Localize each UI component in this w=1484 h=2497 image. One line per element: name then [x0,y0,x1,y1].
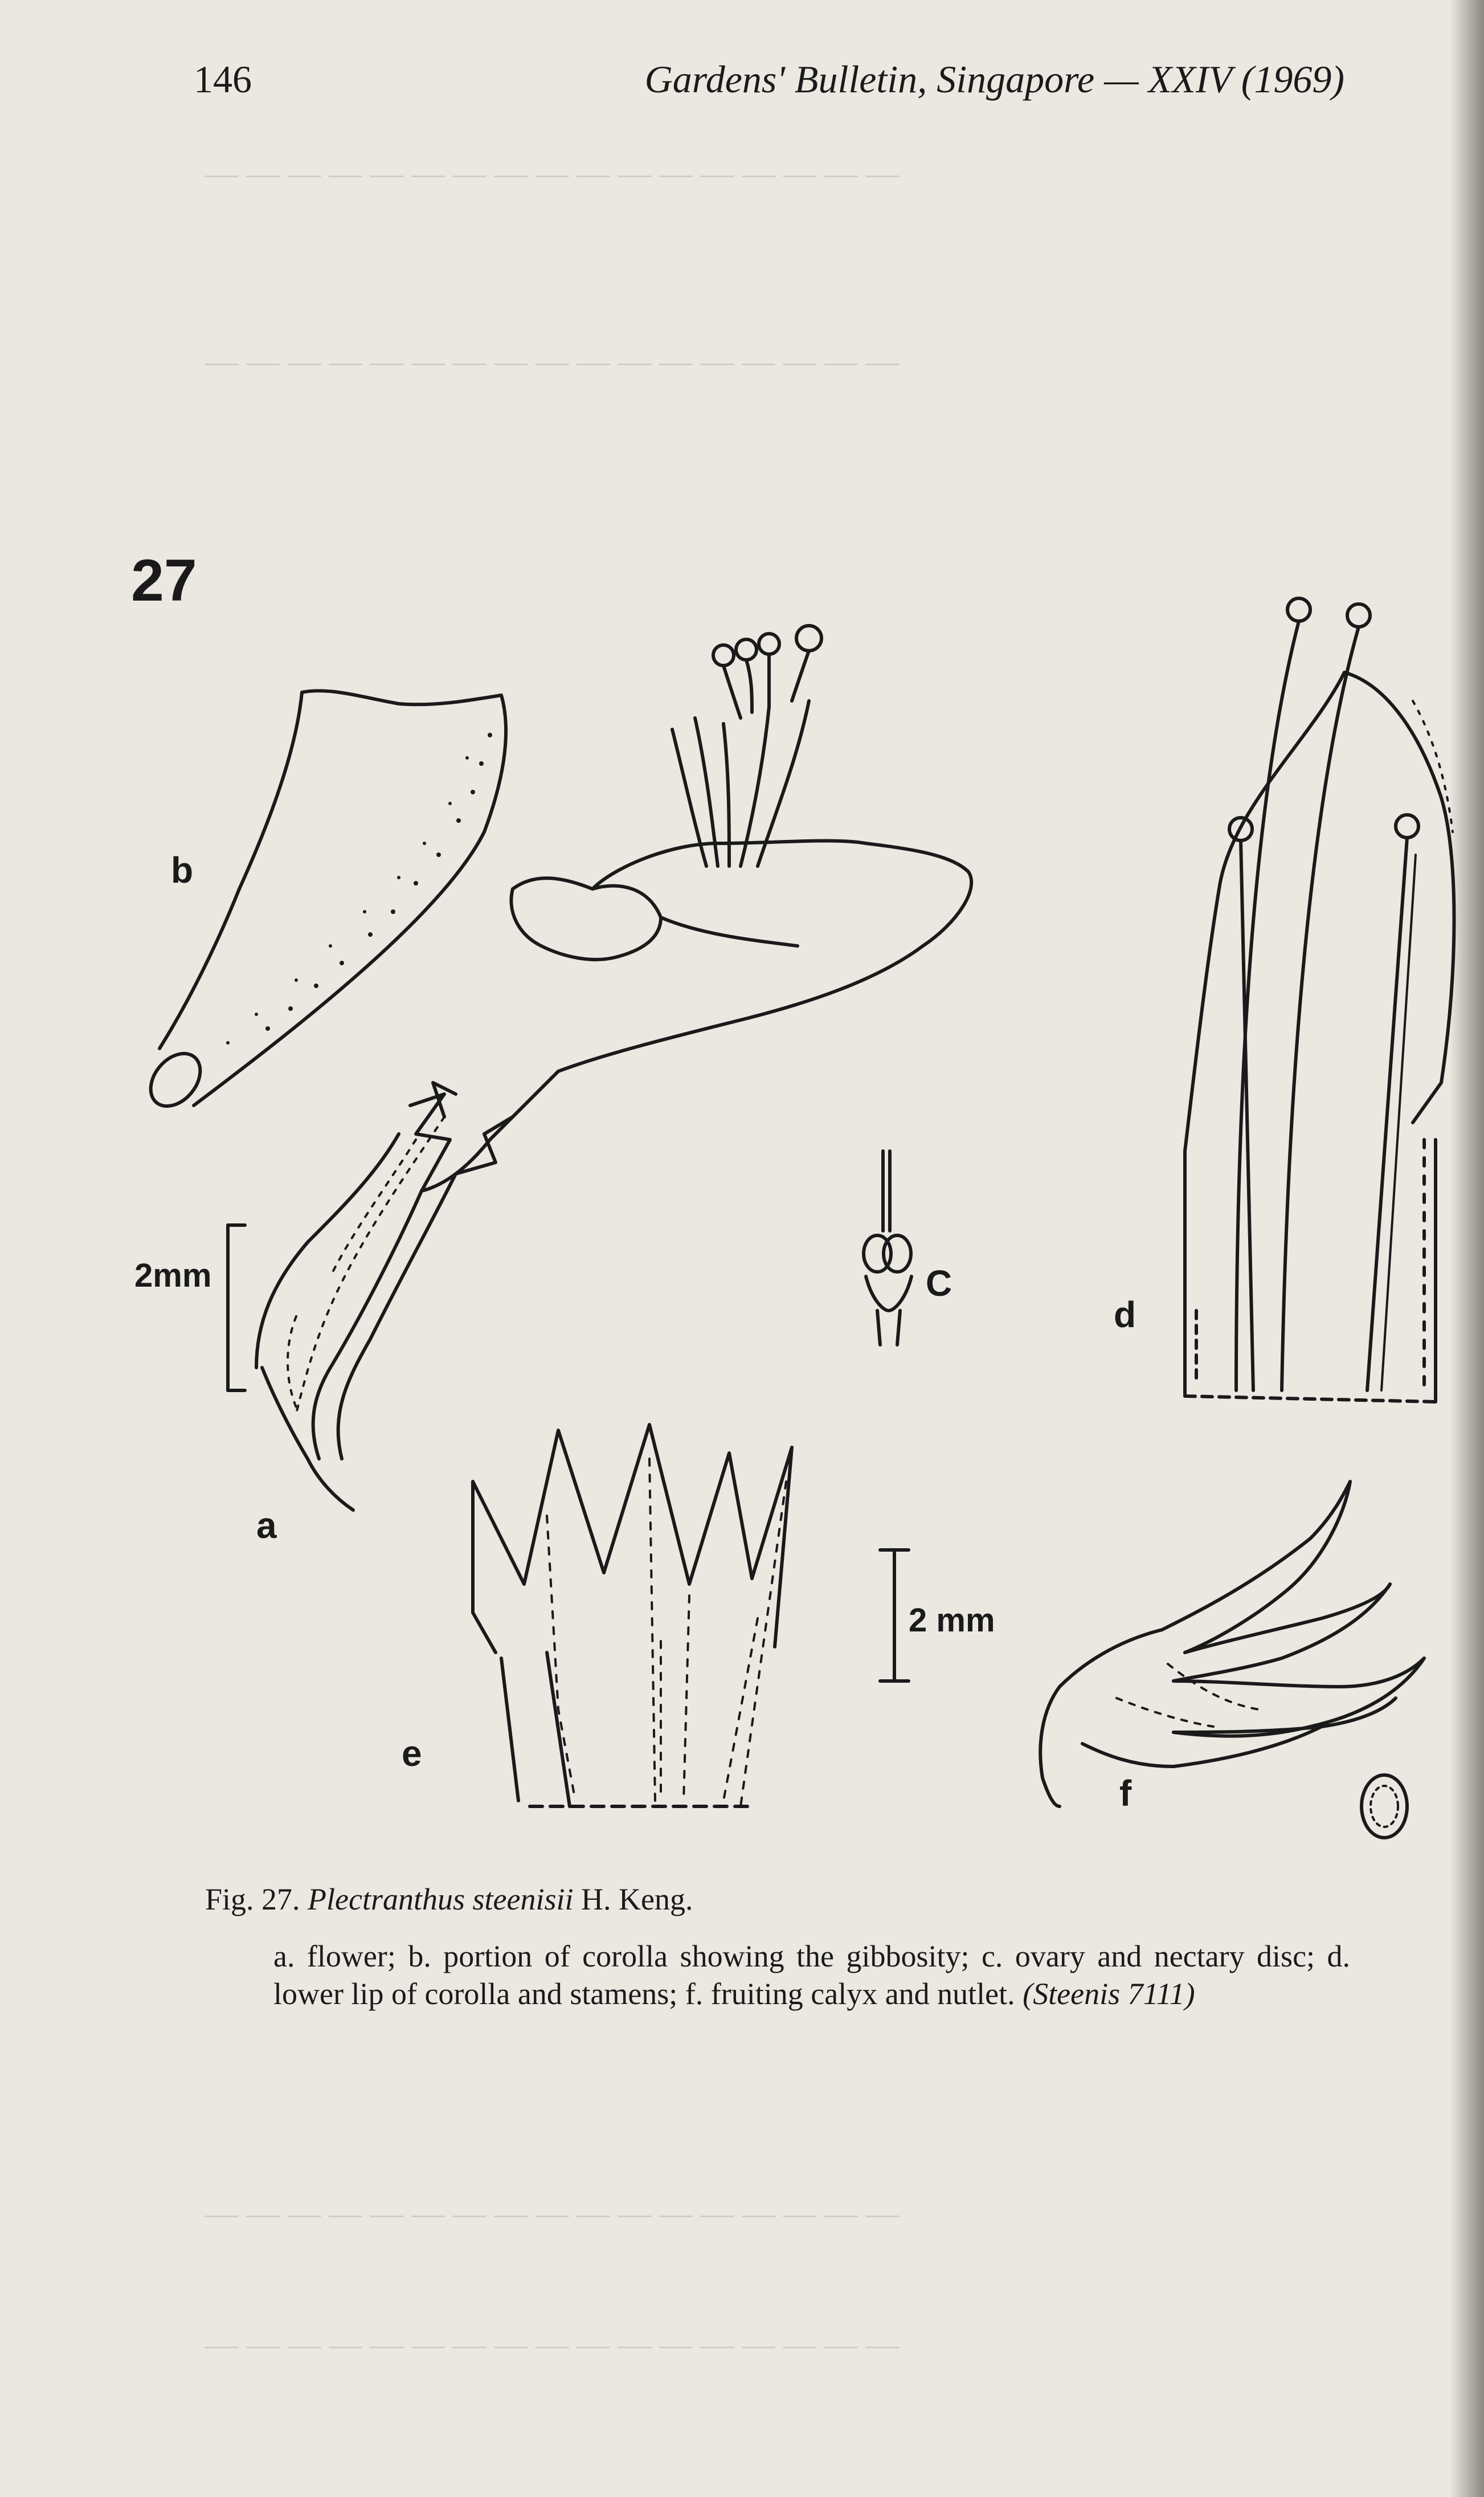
lower-lip-stamens-drawing [1185,598,1454,1402]
scale-label-left: 2mm [134,1257,212,1294]
caption-species: Plectranthus steenisii [308,1882,574,1916]
scale-label-right: 2 mm [909,1602,995,1639]
caption-body [273,1937,1350,2013]
label-f: f [1119,1773,1132,1814]
caption-specimen: (Steenis 7111) [1023,1977,1195,2011]
label-a: a [256,1505,277,1546]
scale-bar-right [880,1550,909,1681]
label-c: C [926,1263,952,1304]
figure-number: 27 [131,548,197,614]
figure-caption [205,1880,1350,2013]
flower-drawing [256,626,971,1510]
journal-title: Gardens' Bulletin, Singapore — XXIV (1969) [644,58,1344,101]
label-e: e [402,1733,422,1774]
corolla-portion-drawing [141,691,506,1116]
caption-prefix: Fig. 27. [205,1882,300,1916]
label-b: b [171,850,194,891]
caption-title [205,1880,1350,1918]
page-number: 146 [194,58,252,101]
scale-bar-left [228,1225,245,1390]
caption-author: H. Keng. [580,1882,693,1916]
fruiting-calyx-drawing [1040,1482,1424,1838]
ovary-drawing [864,1151,911,1345]
caption-description: a. flower; b. portion of corolla showing the gibbosity; c. ovary and nectary disc; d. lower lip of corolla and stamens; f. fruiting calyx and nutlet. [273,1939,1350,2011]
label-d: d [1114,1294,1136,1335]
calyx-opened-drawing [473,1425,792,1806]
